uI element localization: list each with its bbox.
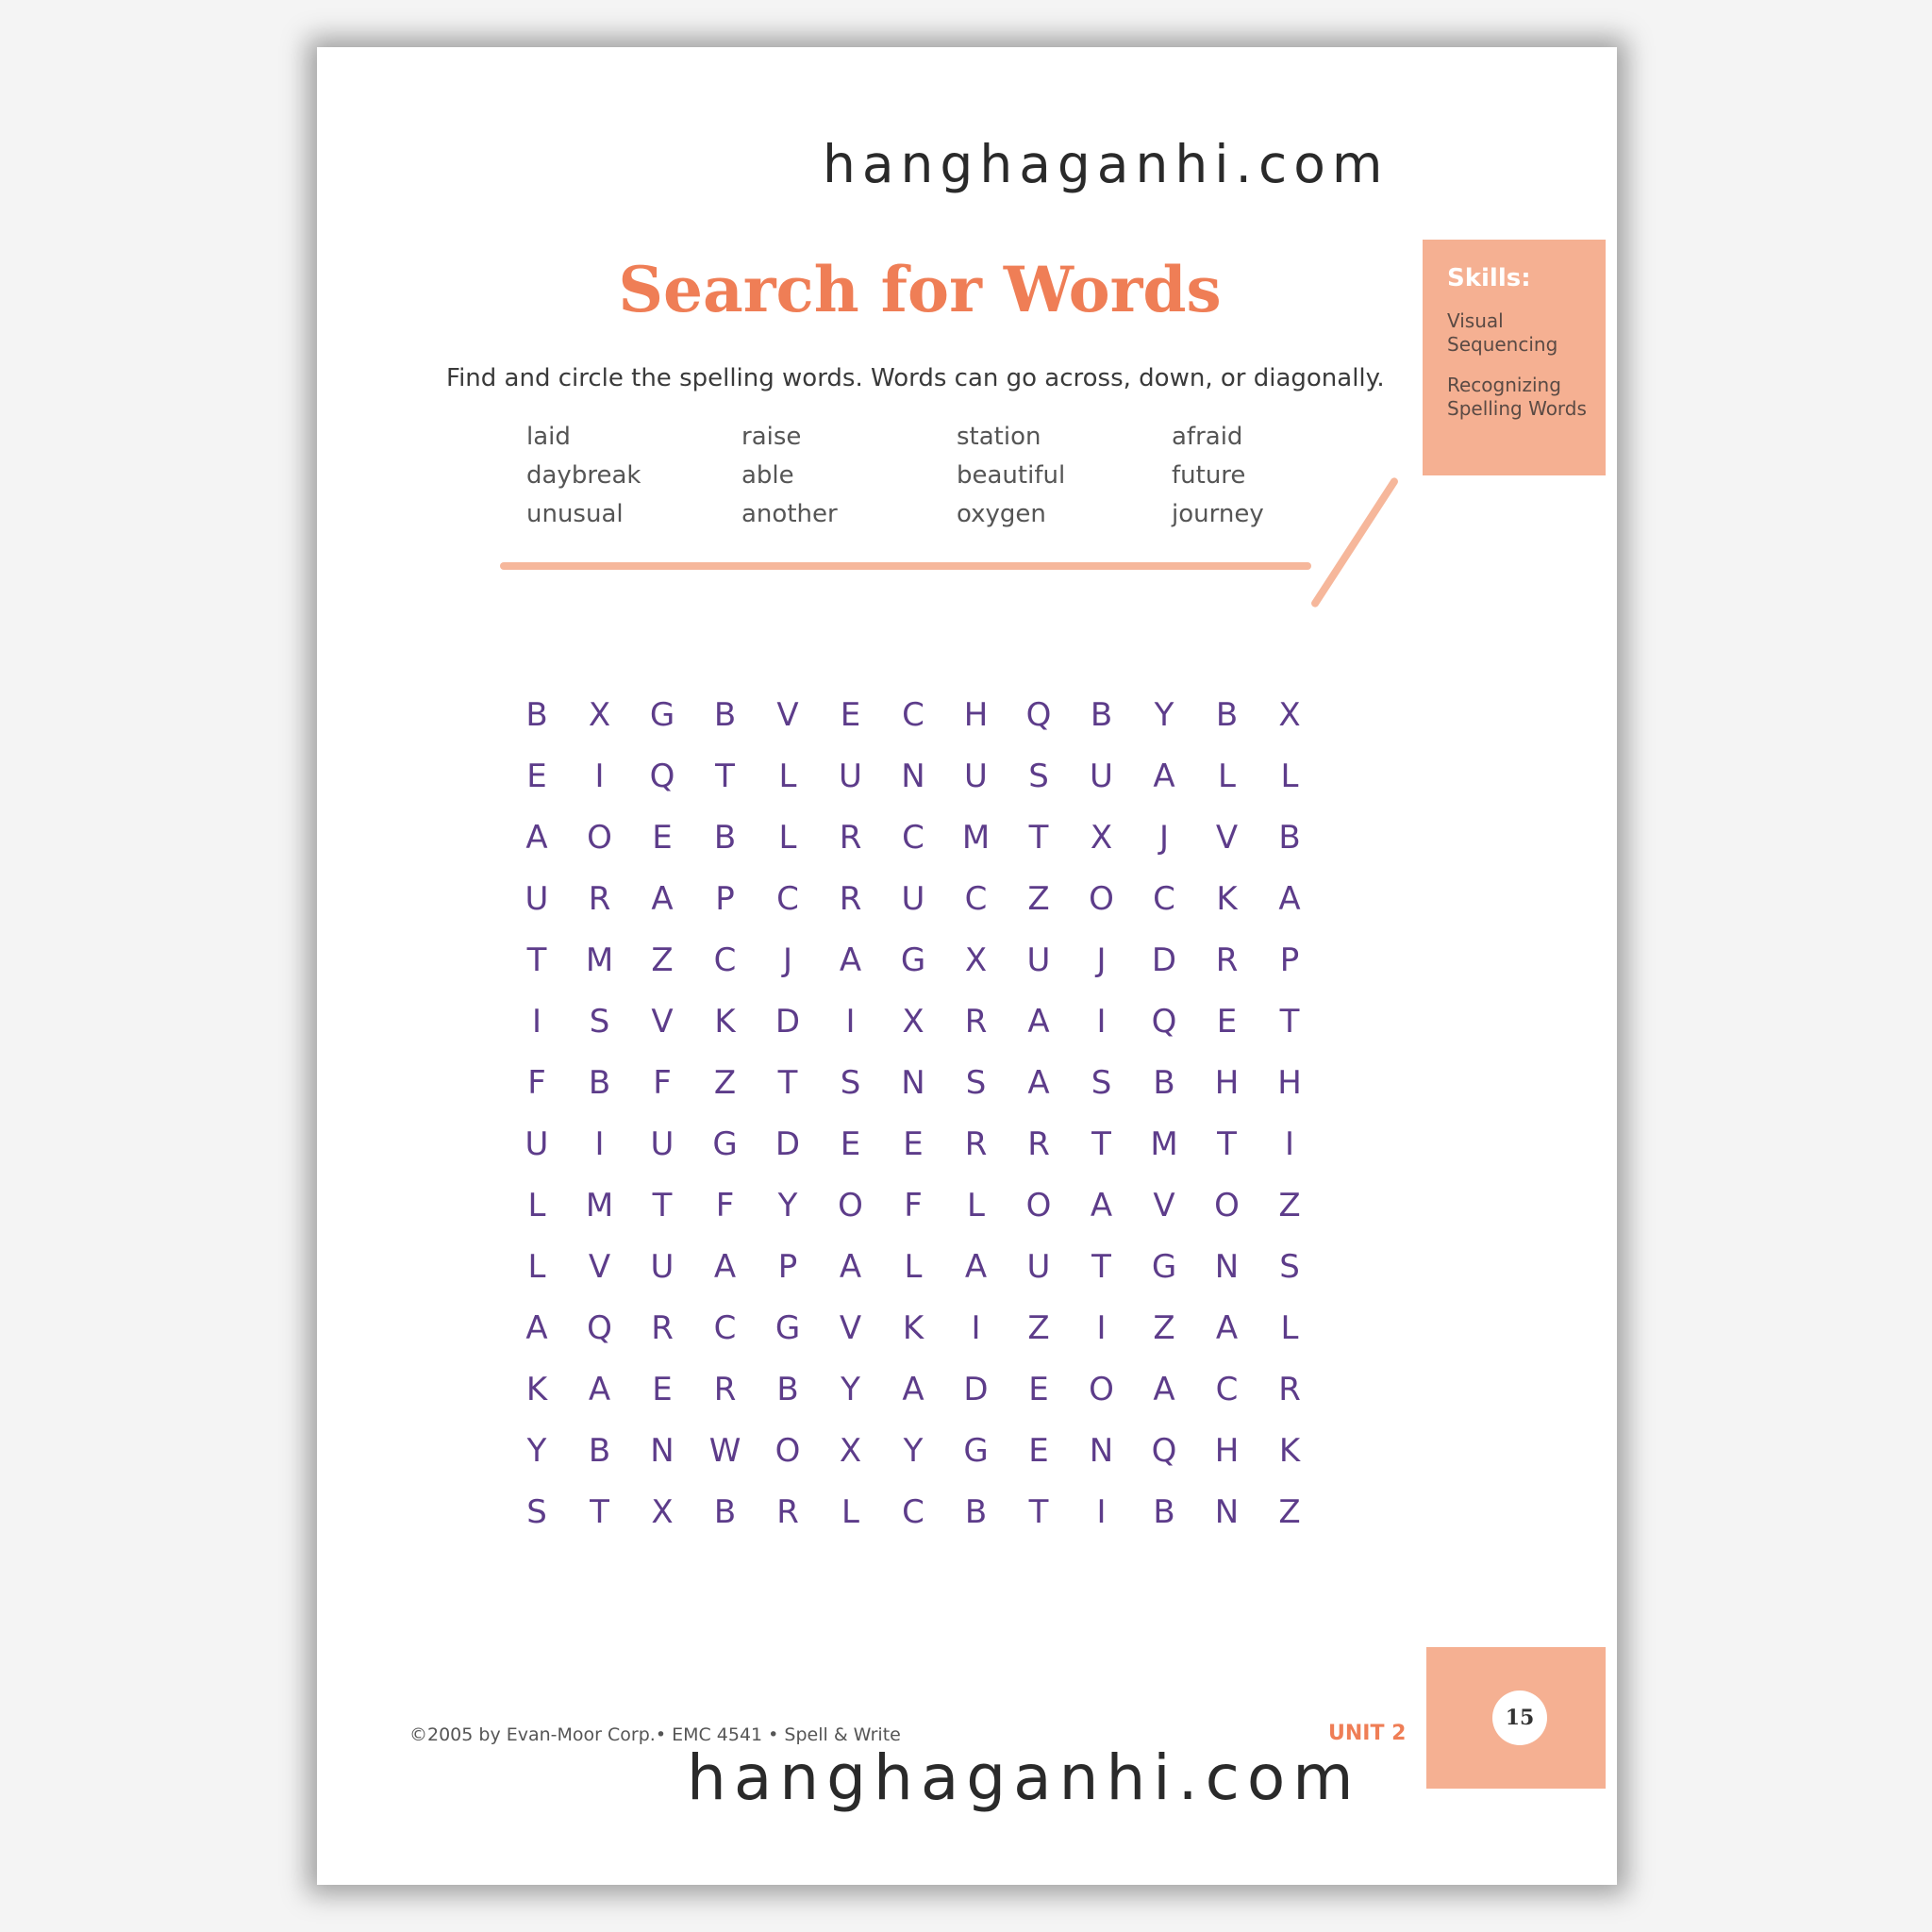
word-list-item: journey: [1172, 500, 1264, 528]
grid-letter[interactable]: Y: [526, 1432, 547, 1470]
grid-letter[interactable]: F: [715, 1187, 735, 1224]
grid-letter[interactable]: D: [774, 1003, 801, 1041]
grid-letter[interactable]: C: [902, 1493, 924, 1531]
grid-letter[interactable]: O: [1025, 1187, 1052, 1224]
grid-letter[interactable]: K: [1278, 1432, 1301, 1470]
word-list-item: unusual: [526, 500, 624, 528]
grid-letter[interactable]: R: [651, 1309, 674, 1347]
grid-letter[interactable]: O: [774, 1432, 801, 1470]
grid-letter[interactable]: A: [1090, 1187, 1113, 1224]
grid-letter[interactable]: N: [901, 1064, 925, 1102]
grid-letter[interactable]: J: [1096, 941, 1107, 979]
grid-letter[interactable]: C: [1215, 1371, 1239, 1408]
grid-letter[interactable]: U: [525, 880, 549, 918]
grid-letter[interactable]: N: [650, 1432, 675, 1470]
unit-label: UNIT 2: [1328, 1722, 1407, 1745]
grid-letter[interactable]: D: [963, 1371, 989, 1408]
grid-letter[interactable]: A: [588, 1371, 611, 1408]
grid-letter[interactable]: S: [526, 1493, 547, 1531]
skills-panel: [1423, 240, 1606, 475]
watermark-top: hanghaganhi.com: [823, 134, 1390, 194]
grid-letter[interactable]: T: [1279, 1003, 1300, 1041]
grid-letter[interactable]: R: [713, 1371, 737, 1408]
grid-letter[interactable]: T: [652, 1187, 673, 1224]
grid-letter[interactable]: S: [1028, 758, 1049, 795]
grid-letter[interactable]: N: [1214, 1248, 1240, 1286]
grid-letter[interactable]: Q: [587, 1309, 612, 1347]
grid-letter[interactable]: J: [1158, 819, 1170, 857]
grid-letter[interactable]: L: [527, 1248, 546, 1286]
grid-letter[interactable]: U: [1026, 941, 1051, 979]
grid-letter[interactable]: L: [904, 1248, 923, 1286]
grid-letter[interactable]: L: [527, 1187, 546, 1224]
grid-letter[interactable]: C: [776, 880, 799, 918]
grid-letter[interactable]: D: [1151, 941, 1177, 979]
grid-letter[interactable]: N: [1214, 1493, 1240, 1531]
grid-letter[interactable]: G: [774, 1309, 801, 1347]
grid-letter[interactable]: K: [902, 1309, 924, 1347]
grid-letter[interactable]: O: [1214, 1187, 1240, 1224]
grid-letter[interactable]: B: [964, 1493, 988, 1531]
grid-letter[interactable]: V: [1153, 1187, 1175, 1224]
grid-letter[interactable]: X: [1090, 819, 1113, 857]
word-list-item: afraid: [1172, 423, 1243, 451]
grid-letter[interactable]: B: [588, 1432, 611, 1470]
grid-letter[interactable]: T: [715, 758, 735, 795]
grid-letter[interactable]: E: [652, 1371, 673, 1408]
grid-letter[interactable]: G: [649, 696, 675, 734]
word-list-item: laid: [526, 423, 571, 451]
grid-letter[interactable]: Z: [1278, 1493, 1301, 1531]
grid-letter[interactable]: I: [531, 1003, 542, 1041]
grid-letter[interactable]: R: [964, 1003, 988, 1041]
grid-letter[interactable]: R: [839, 880, 862, 918]
grid-letter[interactable]: L: [1280, 1309, 1299, 1347]
grid-letter[interactable]: I: [1096, 1003, 1107, 1041]
grid-letter[interactable]: C: [902, 819, 924, 857]
grid-letter[interactable]: A: [525, 1309, 548, 1347]
grid-letter[interactable]: I: [594, 1125, 605, 1163]
grid-letter[interactable]: K: [525, 1371, 548, 1408]
grid-letter[interactable]: V: [588, 1248, 611, 1286]
grid-letter[interactable]: Y: [1154, 696, 1174, 734]
grid-letter[interactable]: U: [901, 880, 925, 918]
grid-letter[interactable]: Z: [651, 941, 674, 979]
grid-letter[interactable]: V: [839, 1309, 862, 1347]
grid-letter[interactable]: Q: [1025, 696, 1052, 734]
grid-letter[interactable]: I: [845, 1003, 856, 1041]
grid-letter[interactable]: L: [778, 758, 797, 795]
grid-letter[interactable]: A: [525, 819, 548, 857]
grid-letter[interactable]: C: [713, 1309, 737, 1347]
grid-letter[interactable]: X: [651, 1493, 674, 1531]
grid-letter[interactable]: E: [1216, 1003, 1238, 1041]
grid-letter[interactable]: B: [525, 696, 548, 734]
grid-letter[interactable]: X: [1278, 696, 1301, 734]
grid-letter[interactable]: E: [903, 1125, 924, 1163]
grid-letter[interactable]: P: [777, 1248, 798, 1286]
grid-letter[interactable]: U: [650, 1125, 675, 1163]
grid-letter[interactable]: A: [1153, 758, 1175, 795]
grid-letter[interactable]: O: [1089, 1371, 1114, 1408]
grid-letter[interactable]: R: [839, 819, 862, 857]
grid-letter[interactable]: S: [840, 1064, 861, 1102]
grid-letter[interactable]: G: [963, 1432, 989, 1470]
word-list-item: oxygen: [957, 500, 1046, 528]
grid-letter[interactable]: O: [838, 1187, 863, 1224]
skills-title: Skills:: [1447, 264, 1531, 292]
grid-letter[interactable]: H: [1214, 1432, 1240, 1470]
grid-letter[interactable]: E: [840, 696, 861, 734]
grid-letter[interactable]: S: [965, 1064, 987, 1102]
grid-letter[interactable]: M: [585, 941, 614, 979]
grid-letter[interactable]: I: [594, 758, 605, 795]
grid-letter[interactable]: R: [1027, 1125, 1050, 1163]
grid-letter[interactable]: T: [526, 941, 547, 979]
grid-letter[interactable]: T: [1028, 819, 1049, 857]
grid-letter[interactable]: E: [526, 758, 547, 795]
grid-letter[interactable]: E: [1028, 1371, 1049, 1408]
grid-letter[interactable]: R: [1278, 1371, 1301, 1408]
grid-letter[interactable]: R: [1215, 941, 1239, 979]
grid-letter[interactable]: U: [1026, 1248, 1051, 1286]
grid-letter[interactable]: L: [1218, 758, 1236, 795]
grid-letter[interactable]: A: [839, 1248, 862, 1286]
grid-letter[interactable]: S: [1091, 1064, 1112, 1102]
grid-letter[interactable]: U: [1090, 758, 1113, 795]
grid-letter[interactable]: Y: [841, 1371, 860, 1408]
grid-letter[interactable]: T: [590, 1493, 609, 1531]
grid-letter[interactable]: I: [1096, 1493, 1107, 1531]
grid-letter[interactable]: H: [1214, 1064, 1240, 1102]
skill-item: Recognizing Spelling Words: [1447, 374, 1587, 420]
grid-letter[interactable]: A: [1153, 1371, 1175, 1408]
grid-letter[interactable]: B: [713, 819, 737, 857]
grid-letter[interactable]: Q: [649, 758, 675, 795]
grid-letter[interactable]: Z: [1278, 1187, 1301, 1224]
grid-letter[interactable]: Z: [1027, 1309, 1050, 1347]
grid-letter[interactable]: B: [1153, 1493, 1175, 1531]
grid-letter[interactable]: C: [902, 696, 924, 734]
grid-letter[interactable]: T: [777, 1064, 798, 1102]
grid-letter[interactable]: E: [1028, 1432, 1049, 1470]
grid-letter[interactable]: J: [782, 941, 793, 979]
grid-letter[interactable]: A: [713, 1248, 737, 1286]
grid-letter[interactable]: N: [901, 758, 925, 795]
grid-letter[interactable]: A: [1215, 1309, 1239, 1347]
grid-letter[interactable]: X: [902, 1003, 924, 1041]
copyright-text: ©2005 by Evan-Moor Corp.• EMC 4541 • Spell & Write: [409, 1724, 901, 1745]
grid-letter[interactable]: A: [1027, 1003, 1050, 1041]
grid-letter[interactable]: C: [713, 941, 737, 979]
grid-letter[interactable]: Z: [1027, 880, 1050, 918]
grid-letter[interactable]: T: [1217, 1125, 1237, 1163]
watermark-bottom: hanghaganhi.com: [687, 1741, 1361, 1814]
grid-letter[interactable]: C: [1153, 880, 1175, 918]
grid-letter[interactable]: A: [1027, 1064, 1050, 1102]
grid-letter[interactable]: V: [1215, 819, 1239, 857]
word-list-item: able: [741, 461, 794, 490]
grid-letter[interactable]: F: [904, 1187, 923, 1224]
grid-letter[interactable]: E: [652, 819, 673, 857]
grid-letter[interactable]: F: [527, 1064, 546, 1102]
grid-letter[interactable]: U: [650, 1248, 675, 1286]
grid-letter[interactable]: U: [964, 758, 988, 795]
grid-letter[interactable]: P: [1279, 941, 1300, 979]
worksheet-page: [317, 47, 1617, 1885]
grid-letter[interactable]: X: [839, 1432, 862, 1470]
grid-letter[interactable]: C: [964, 880, 988, 918]
grid-letter[interactable]: A: [651, 880, 674, 918]
grid-letter[interactable]: B: [776, 1371, 799, 1408]
grid-letter[interactable]: G: [1151, 1248, 1177, 1286]
word-search-grid: [506, 685, 1336, 1572]
grid-letter[interactable]: U: [525, 1125, 549, 1163]
grid-letter[interactable]: B: [1278, 819, 1301, 857]
grid-letter[interactable]: B: [713, 696, 737, 734]
grid-letter[interactable]: Z: [1153, 1309, 1175, 1347]
grid-letter[interactable]: G: [900, 941, 926, 979]
grid-letter[interactable]: L: [1280, 758, 1299, 795]
grid-letter[interactable]: I: [1284, 1125, 1295, 1163]
grid-letter[interactable]: A: [839, 941, 862, 979]
grid-letter[interactable]: P: [715, 880, 735, 918]
grid-letter[interactable]: M: [961, 819, 991, 857]
grid-letter[interactable]: S: [1279, 1248, 1300, 1286]
grid-letter[interactable]: L: [778, 819, 797, 857]
word-list-item: beautiful: [957, 461, 1066, 490]
grid-letter[interactable]: Z: [713, 1064, 737, 1102]
grid-letter[interactable]: H: [963, 696, 989, 734]
grid-letter[interactable]: U: [839, 758, 862, 795]
grid-letter[interactable]: R: [964, 1125, 988, 1163]
word-list-item: another: [741, 500, 838, 528]
grid-letter[interactable]: Q: [1151, 1003, 1177, 1041]
grid-letter[interactable]: A: [902, 1371, 924, 1408]
grid-letter[interactable]: T: [1091, 1248, 1111, 1286]
grid-letter[interactable]: T: [1028, 1493, 1049, 1531]
word-list-item: station: [957, 423, 1041, 451]
grid-letter[interactable]: R: [776, 1493, 799, 1531]
grid-letter[interactable]: Y: [777, 1187, 798, 1224]
grid-letter[interactable]: K: [714, 1003, 736, 1041]
grid-letter[interactable]: R: [588, 880, 611, 918]
skill-item: Visual Sequencing: [1447, 309, 1558, 356]
page-title: Search for Words: [618, 253, 1222, 326]
grid-letter[interactable]: I: [1096, 1309, 1107, 1347]
grid-letter[interactable]: W: [708, 1432, 741, 1470]
grid-letter[interactable]: N: [1089, 1432, 1114, 1470]
grid-letter[interactable]: E: [840, 1125, 861, 1163]
grid-letter[interactable]: B: [1153, 1064, 1175, 1102]
grid-letter[interactable]: B: [713, 1493, 737, 1531]
word-list-item: raise: [741, 423, 802, 451]
grid-letter[interactable]: Q: [1151, 1432, 1177, 1470]
instructions: Find and circle the spelling words. Words can go across, down, or diagonally.: [446, 364, 1385, 392]
grid-letter[interactable]: L: [841, 1493, 859, 1531]
grid-letter[interactable]: L: [967, 1187, 985, 1224]
grid-letter[interactable]: B: [1215, 696, 1239, 734]
grid-letter[interactable]: F: [653, 1064, 672, 1102]
word-list-item: daybreak: [526, 461, 641, 490]
grid-letter[interactable]: M: [585, 1187, 614, 1224]
grid-letter[interactable]: B: [588, 1064, 611, 1102]
grid-letter[interactable]: V: [776, 696, 799, 734]
word-list-item: future: [1172, 461, 1246, 490]
grid-letter[interactable]: H: [1277, 1064, 1302, 1102]
grid-letter[interactable]: X: [588, 696, 611, 734]
grid-letter[interactable]: O: [587, 819, 612, 857]
grid-letter[interactable]: V: [651, 1003, 674, 1041]
page-number-box: [1426, 1647, 1606, 1789]
word-list: [526, 423, 1394, 545]
grid-letter[interactable]: A: [964, 1248, 988, 1286]
page-number: 15: [1492, 1690, 1547, 1745]
grid-letter[interactable]: Y: [903, 1432, 924, 1470]
grid-letter[interactable]: X: [964, 941, 988, 979]
grid-letter[interactable]: O: [1089, 880, 1114, 918]
grid-letter[interactable]: A: [1278, 880, 1301, 918]
grid-letter[interactable]: I: [971, 1309, 981, 1347]
grid-letter[interactable]: D: [774, 1125, 801, 1163]
grid-letter[interactable]: S: [589, 1003, 610, 1041]
grid-letter[interactable]: K: [1216, 880, 1238, 918]
grid-letter[interactable]: G: [712, 1125, 738, 1163]
grid-letter[interactable]: T: [1091, 1125, 1111, 1163]
grid-letter[interactable]: B: [1090, 696, 1113, 734]
grid-letter[interactable]: M: [1150, 1125, 1178, 1163]
word-list-divider: [500, 562, 1311, 570]
